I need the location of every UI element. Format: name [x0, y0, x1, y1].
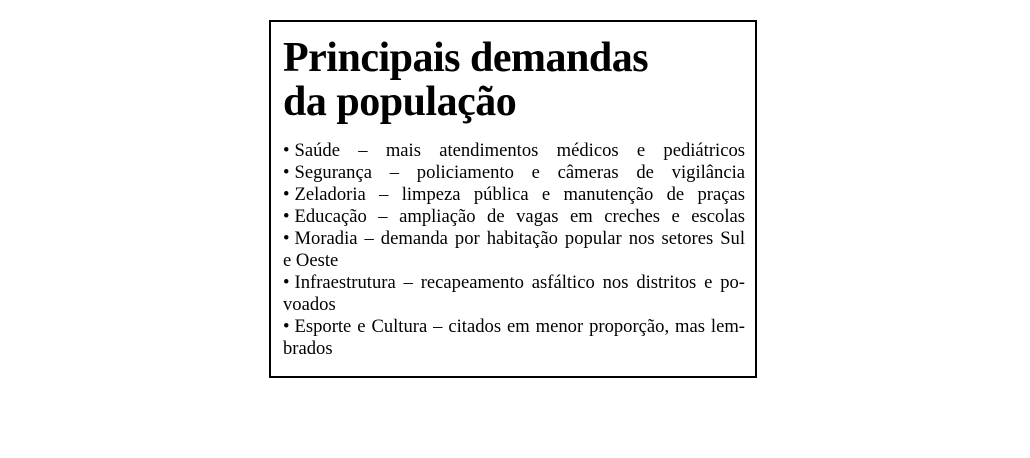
item-line: • Infraestrutura – recapeamento asfáltico nos distritos e po- [283, 272, 745, 293]
list-item [283, 206, 745, 228]
item-line: • Saúde – mais atendimentos médicos e pediátricos [283, 140, 745, 161]
list-item [283, 316, 745, 360]
item-line: • Esporte e Cultura – citados em menor proporção, mas lem- [283, 316, 745, 337]
list-item [283, 272, 745, 316]
list-item [283, 184, 745, 206]
bullet-icon: • [283, 184, 290, 205]
title-line-2: da população [283, 79, 517, 125]
bullet-icon: • [283, 162, 290, 183]
item-line: • Segurança – policiamento e câmeras de vigilância [283, 162, 745, 183]
bullet-icon: • [283, 140, 290, 161]
item-line-continued: e Oeste [283, 250, 339, 271]
demand-list [283, 140, 745, 360]
list-item [283, 140, 745, 162]
item-line-continued: voados [283, 294, 336, 315]
item-line-continued: brados [283, 338, 333, 359]
bullet-icon: • [283, 206, 290, 227]
title-line-1: Principais demandas [283, 35, 649, 81]
item-line: • Educação – ampliação de vagas em creches e escolas [283, 206, 745, 227]
box-title [283, 36, 745, 124]
list-item [283, 228, 745, 272]
item-line: • Moradia – demanda por habitação popular nos setores Sul [283, 228, 745, 249]
bullet-icon: • [283, 272, 290, 293]
item-line: • Zeladoria – limpeza pública e manutenção de praças [283, 184, 745, 205]
list-item [283, 162, 745, 184]
bullet-icon: • [283, 316, 290, 337]
info-box [269, 20, 757, 378]
bullet-icon: • [283, 228, 290, 249]
